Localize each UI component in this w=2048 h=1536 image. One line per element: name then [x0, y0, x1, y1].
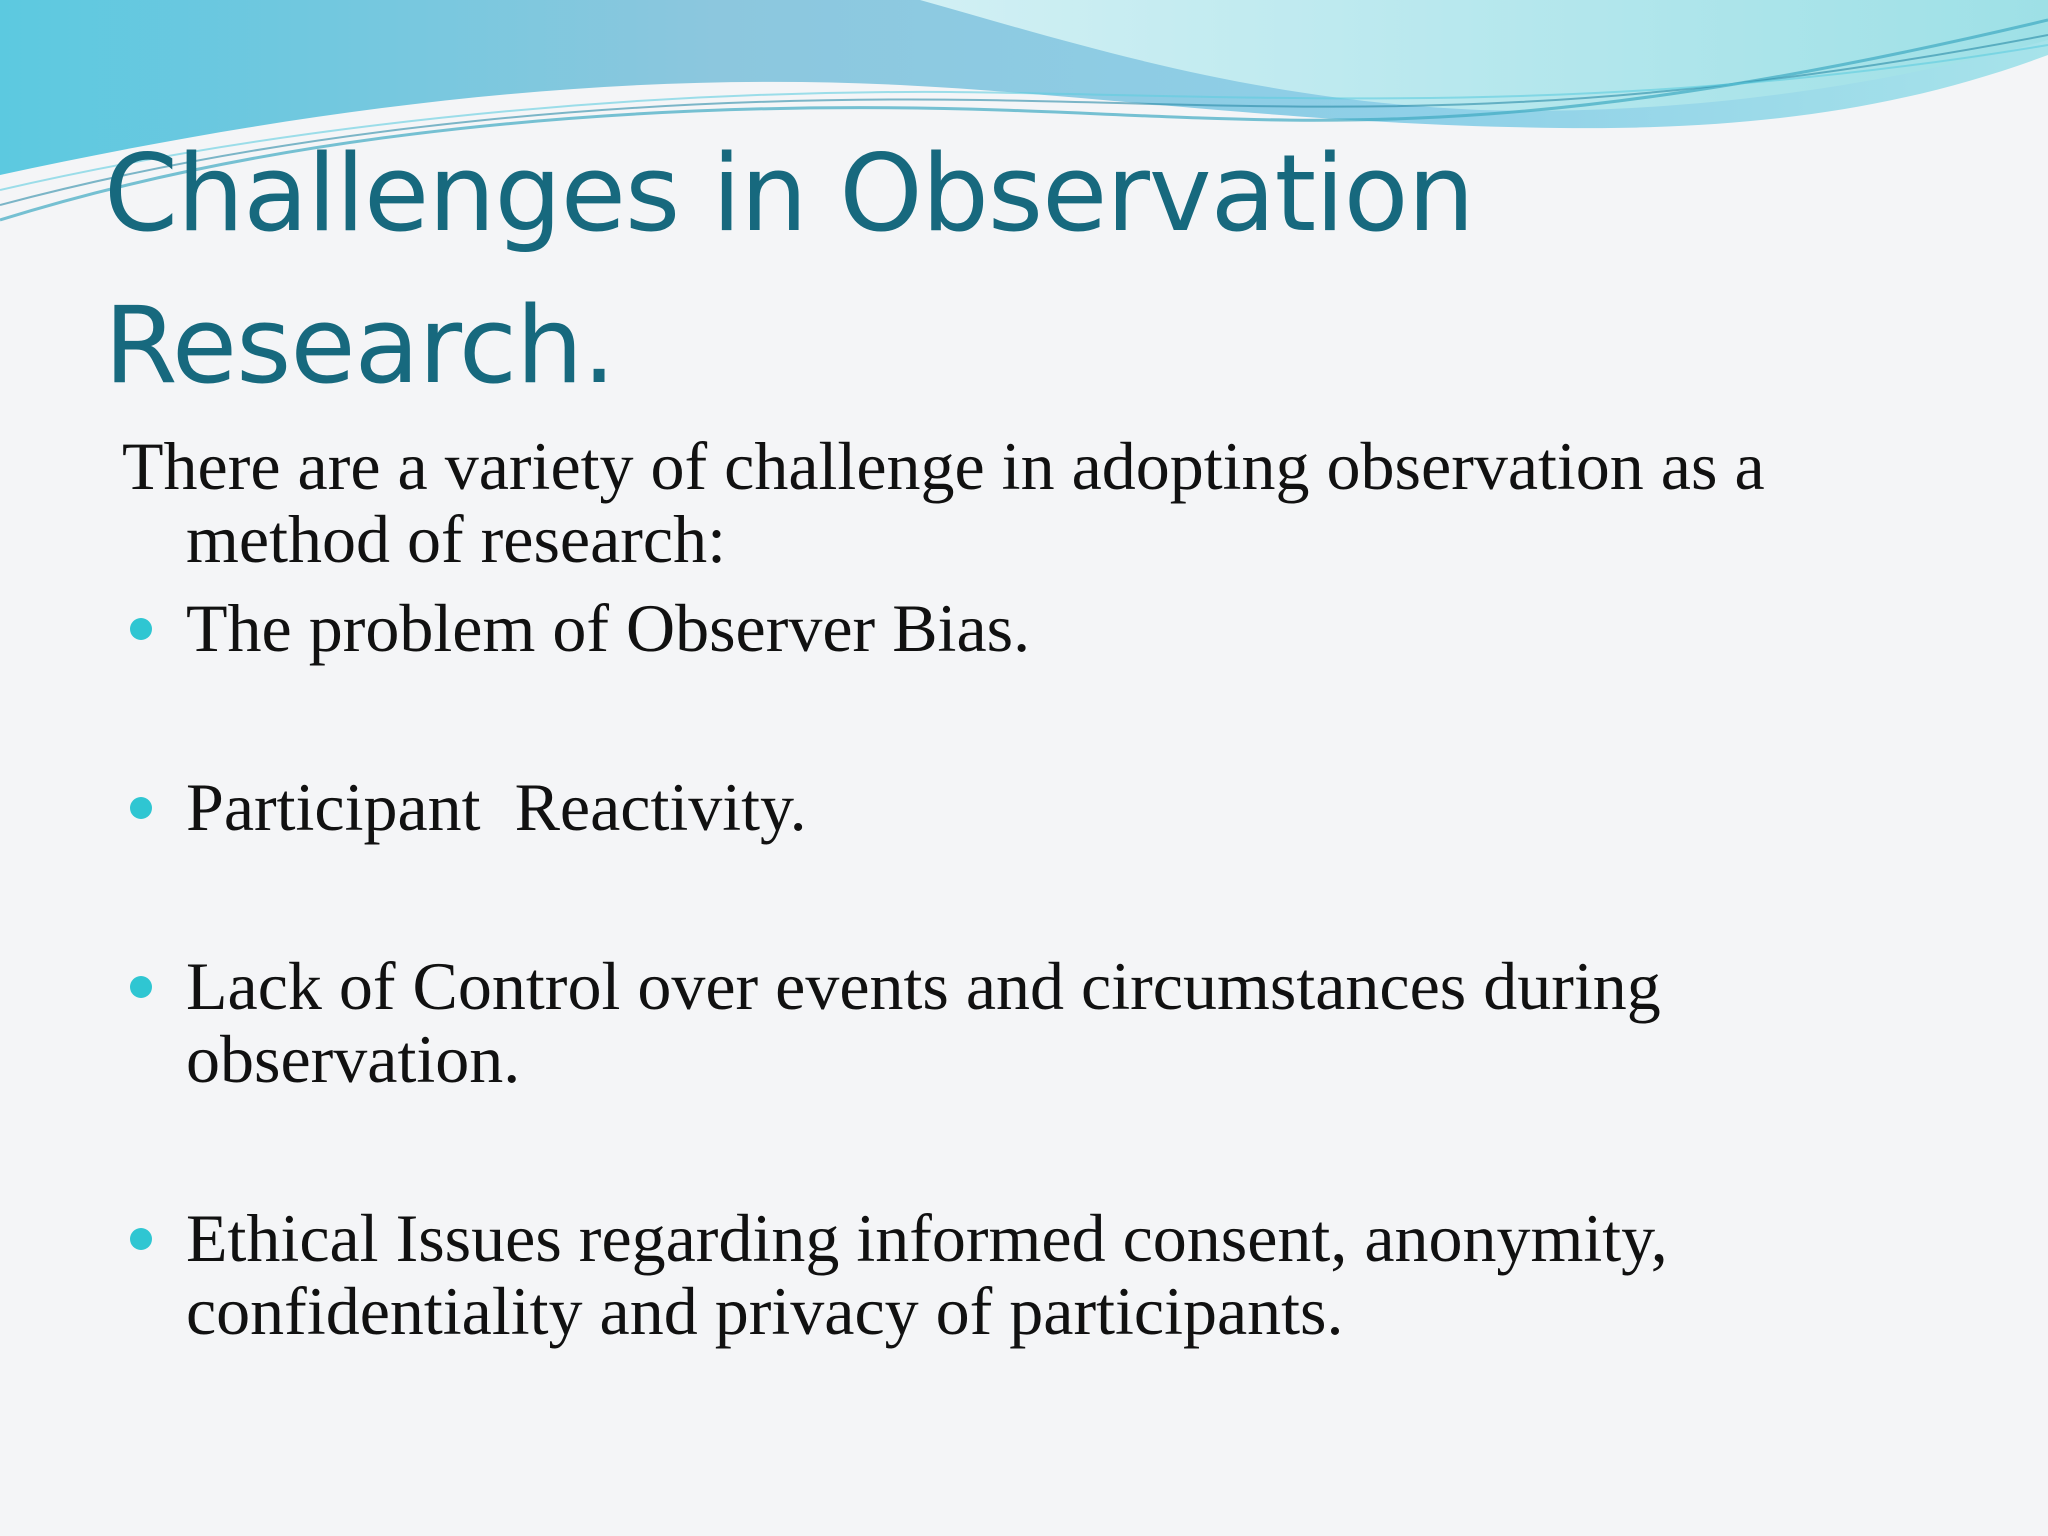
bullet-icon — [130, 976, 152, 998]
bullet-item — [122, 1202, 1942, 1348]
bullet-icon — [130, 797, 152, 819]
bullet-list — [122, 592, 1942, 1348]
bullet-text: Ethical Issues regarding informed consent, anonymity, confidentiality and privacy of participants. — [186, 1200, 1668, 1349]
bullet-text: Lack of Control over events and circumstances during observation. — [186, 948, 1661, 1097]
bullet-icon — [130, 1228, 152, 1250]
bullet-item — [122, 771, 1942, 844]
bullet-item — [122, 950, 1942, 1096]
bullet-text: The problem of Observer Bias. — [186, 590, 1031, 666]
slide-body — [122, 430, 1942, 1348]
bullet-icon — [130, 618, 152, 640]
slide-title: Challenges in Observation Research. — [104, 132, 1474, 407]
bullet-item — [122, 592, 1942, 665]
intro-text: There are a variety of challenge in adopting observation as a method of research: — [122, 428, 1765, 577]
bullet-text: Participant Reactivity. — [186, 769, 807, 845]
